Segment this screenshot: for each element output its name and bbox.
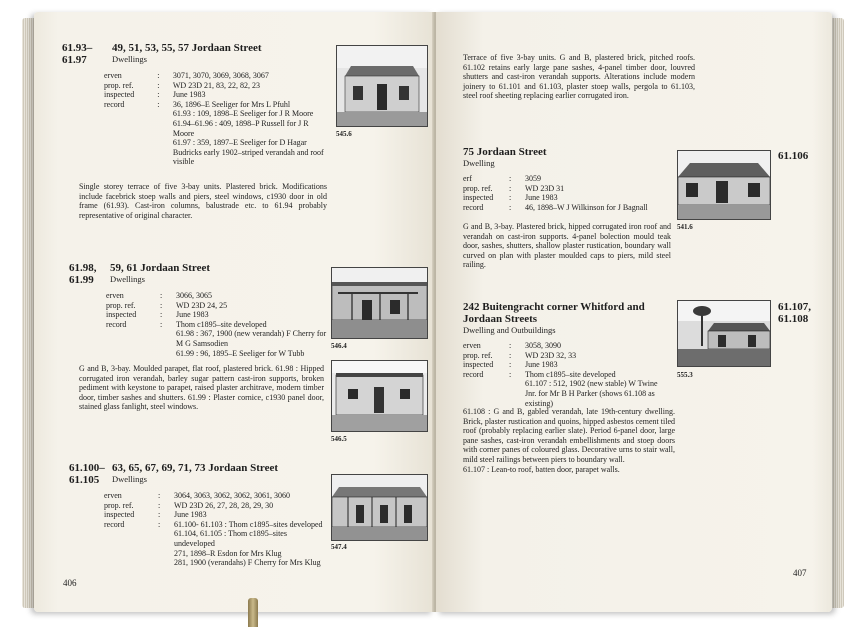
entry-numbers: 61.106	[778, 150, 809, 162]
field-key: record	[106, 319, 127, 329]
field-value: 61.93 : 109, 1898–E Seeliger for J R Moore	[172, 109, 314, 119]
field-value: 61.94–61.96 : 409, 1898–P Russell for J R Moore	[172, 118, 309, 138]
photo-caption: 541.6	[677, 223, 693, 231]
entry-title: 75 Jordaan Street	[463, 146, 547, 158]
field-value: 281, 1900 (verandahs) F Cherry for Mrs Klug	[174, 558, 321, 568]
field-value: 3059	[525, 174, 541, 183]
field-value: 61.98 : 367, 1900 (new verandah) F Cherry for M G Samsodien	[176, 329, 327, 348]
field-key: inspected	[106, 310, 137, 320]
entry-description: G and B, 3-bay. Moulded parapet, flat roof, plastered brick. 61.98 : Hipped corrugated iron verandah, barley sugar pattern cast-iron supports, broken pediment with keystone to parapet, raised plaster architrave, modern timber door, timber sashes and shutters. 61.99 : Plaster cornice, c1930 panel door, stained glass fanlight, steel windows.	[79, 364, 324, 412]
photo-caption: 545.6	[336, 130, 352, 138]
entry-numbers: 61.93– 61.97	[62, 42, 93, 66]
field-key: erven	[106, 291, 124, 300]
field-key: prop. ref.	[104, 80, 134, 90]
field-value: June 1983	[176, 310, 209, 320]
field-key: record	[104, 99, 125, 109]
entry-subtitle: Dwelling and Outbuildings	[463, 325, 556, 335]
entry-title: 59, 61 Jordaan Street	[110, 262, 211, 274]
field-value: WD 23D 24, 25	[176, 300, 228, 310]
field-value: June 1983	[525, 360, 558, 370]
field-value: 271, 1898–R Esdon for Mrs Klug	[174, 548, 282, 558]
entry-title: 49, 51, 53, 55, 57 Jordaan Street	[112, 42, 262, 54]
entry-description: Single storey terrace of five 3-bay units. Plastered brick. Modifications include facebrick stoep walls and piers, steel windows, c1930 door in old frame (61.93). Cast-iron columns, balustrade etc. to 61.94 probably representative of original character.	[79, 182, 327, 220]
field-value: WD 23D 32, 33	[525, 350, 577, 360]
field-key: record	[104, 519, 125, 529]
building-photo	[677, 150, 771, 220]
page-number: 406	[63, 578, 77, 588]
field-key: inspected	[463, 193, 494, 203]
entry-title: 242 Buitengracht corner Whitford and Jordaan Streets	[463, 301, 645, 325]
bookmark-ribbon	[248, 598, 258, 627]
field-key: prop. ref.	[106, 300, 136, 310]
building-photo	[331, 360, 428, 432]
field-value: WD 23D 26, 27, 28, 28, 29, 30	[174, 500, 274, 510]
entry-numbers: 61.100– 61.105	[69, 462, 105, 486]
entry-subtitle: Dwellings	[112, 54, 147, 64]
field-value: 3058, 3090	[525, 341, 561, 350]
field-key: prop. ref.	[463, 350, 493, 360]
entry-subtitle: Dwellings	[112, 474, 147, 484]
field-value: 61.97 : 359, 1897–E Seeliger for D Hagar Budricks early 1902–striped verandah and roof visible	[172, 138, 324, 167]
photo-caption: 546.4	[331, 342, 347, 350]
entry-description-2: 61.107 : Lean-to roof, batten door, parapet walls.	[463, 465, 620, 474]
field-value: 3064, 3063, 3062, 3062, 3061, 3060	[174, 491, 290, 500]
field-value: 46, 1898–W J Wilkinson for J Bagnall	[525, 202, 648, 212]
building-photo	[677, 300, 771, 367]
field-key: erven	[104, 71, 122, 80]
field-value: Thom c1895–site developed	[525, 369, 616, 379]
entry-title: 63, 65, 67, 69, 71, 73 Jordaan Street	[112, 462, 279, 474]
field-value: 61.100- 61.103 : Thom c1895–sites developed	[174, 519, 323, 529]
field-value: 61.99 : 96, 1895–E Seeliger for W Tubb	[176, 348, 305, 358]
record-fields: erven : 3066, 3065 prop. ref. : WD 23D 24, 25 inspected : June 1983 record : Thom c1895–site developed 61.98 : 367, 1900 (new verandah) F Cherry for M G Samsodien 61.99 : 96, 1895–E Seeliger for W Tubb	[106, 291, 331, 358]
photo-caption: 546.5	[331, 435, 347, 443]
left-page	[34, 12, 434, 612]
field-value: June 1983	[174, 510, 207, 520]
photo-caption: 547.4	[331, 543, 347, 551]
record-fields: erven : 3058, 3090 prop. ref. : WD 23D 32, 33 inspected : June 1983 record : Thom c1895–site developed 61.107 : 512, 1902 (new stable) W Twine Jnr. for Mr B H Parker (shows 61.108 as existing)	[463, 341, 668, 408]
field-key: inspected	[104, 90, 135, 100]
entry-subtitle: Dwelling	[463, 158, 495, 168]
record-fields: erven : 3064, 3063, 3062, 3062, 3061, 3060 prop. ref. : WD 23D 26, 27, 28, 28, 29, 30 inspected : June 1983 record : 61.100- 61.103 : Thom c1895–sites developed 61.104, 61.105 : Thom c1895–sites undeveloped 271, 1898–R Esdon for Mrs Klug 281, 1900 (verandahs) F Cherry for Mrs Klug	[104, 491, 323, 568]
entry-numbers: 61.98, 61.99	[69, 262, 97, 286]
field-value: Thom c1895–site developed	[176, 319, 267, 329]
right-page-edges	[830, 18, 844, 608]
entry-description: G and B, 3-bay. Plastered brick, hipped corrugated iron roof and verandah on cast-iron supports. 4-panel bolection mould teak door, sashes, shutters, shallow plaster rustication, boundary wall curved on plan with plaster moulded caps to piers, mild steel railing.	[463, 222, 671, 270]
field-key: record	[463, 369, 484, 379]
field-key: record	[463, 202, 484, 212]
field-value: WD 23D 31	[525, 183, 565, 193]
entry-subtitle: Dwellings	[110, 274, 145, 284]
field-value: 3071, 3070, 3069, 3068, 3067	[172, 71, 269, 80]
field-key: prop. ref.	[463, 183, 493, 193]
continuation-text: Terrace of five 3-bay units. G and B, plastered brick, pitched roofs. 61.102 retains early large pane sashes, 4-panel timber door, louvred shutters and cast-iron verandah supports. Alterations include modern joinery to 61.101 and 61.103, plaster stoep walls, pergola to 61.103, steel roof sheeting replacing earlier corrugated iron.	[463, 53, 695, 101]
field-key: erven	[463, 341, 481, 350]
field-value: WD 23D 21, 83, 22, 82, 23	[172, 80, 260, 90]
field-key: prop. ref.	[104, 500, 134, 510]
record-fields: erf : 3059 prop. ref. : WD 23D 31 inspected : June 1983 record : 46, 1898–W J Wilkinson for J Bagnall	[463, 174, 648, 212]
record-fields: erven : 3071, 3070, 3069, 3068, 3067 prop. ref. : WD 23D 21, 83, 22, 82, 23 inspected : June 1983 record : 36, 1896–E Seeliger for Mrs L Pfuhl 61.93 : 109, 1898–E Seeliger for J R Moore 61.94–61.96 : 409, 1898–P Russell for J R Moore 61.97 : 359, 1897–E Seeliger for D Hagar Budricks early 1902–striped verandah and roof visible	[104, 71, 329, 167]
field-key: inspected	[104, 510, 135, 520]
building-photo	[331, 474, 428, 541]
right-page	[436, 12, 832, 612]
building-photo	[331, 267, 428, 339]
building-photo	[336, 45, 428, 127]
page-number: 407	[793, 568, 807, 578]
field-key: erven	[104, 491, 122, 500]
field-value: 3066, 3065	[176, 291, 212, 300]
field-value: 61.107 : 512, 1902 (new stable) W Twine Jnr. for Mr B H Parker (shows 61.108 as existing)	[525, 379, 658, 408]
photo-caption: 555.3	[677, 371, 693, 379]
field-value: June 1983	[525, 193, 558, 203]
entry-numbers: 61.107, 61.108	[778, 301, 811, 325]
field-value: 36, 1896–E Seeliger for Mrs L Pfuhl	[172, 99, 291, 109]
field-key: erf	[463, 174, 472, 183]
entry-description: 61.108 : G and B, gabled verandah, late 19th-century dwelling. Brick, plaster rustication and quoins, hipped asbestos cement tiled roof (probably replacing earlier slate). Period 6-panel door, large pane sashes, cast-iron verandah embellishments and stoep doors with corner panes of coloured glass. Decorative urns to stair wall, mild steel railings between piers to boundary wall.	[463, 407, 675, 464]
field-value: 61.104, 61.105 : Thom c1895–sites undeveloped	[174, 529, 287, 548]
field-value: June 1983	[172, 90, 206, 100]
field-key: inspected	[463, 360, 494, 370]
